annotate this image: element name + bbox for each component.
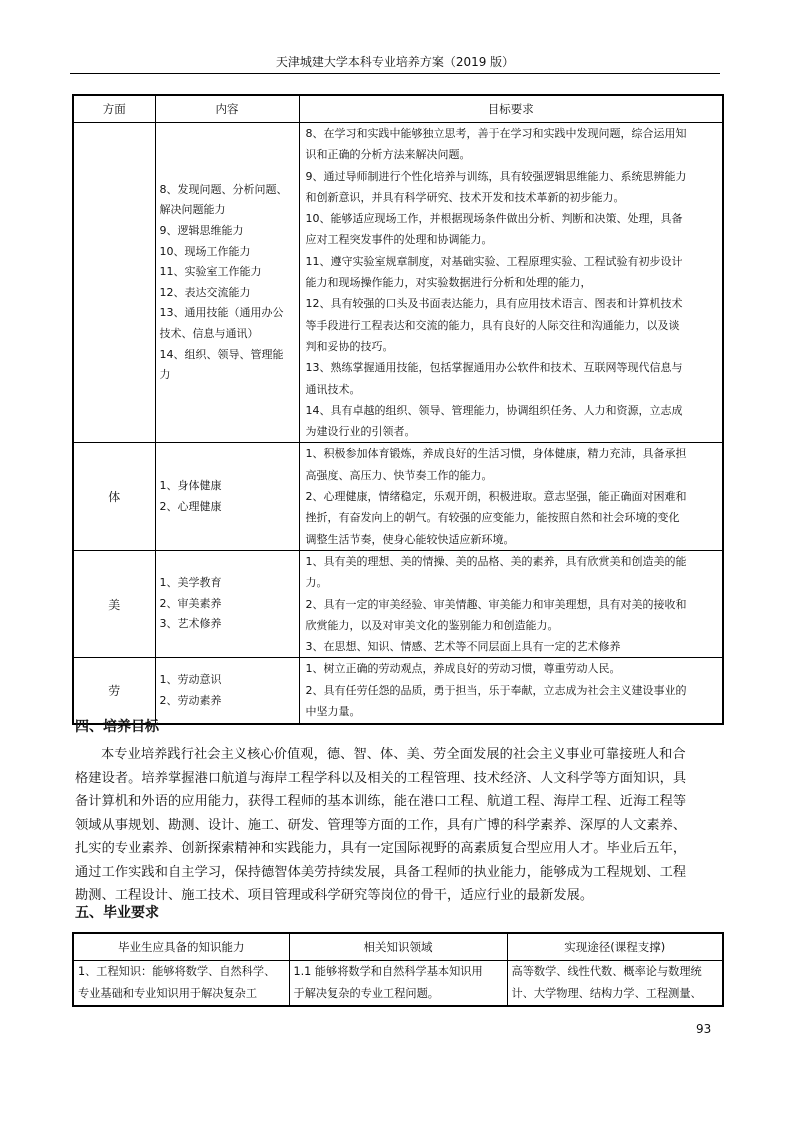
content-line: 解决问题能力 <box>159 203 226 217</box>
content-line: 技术、信息与通讯） <box>159 326 259 340</box>
paragraph-line: 格建设者。培养掌握港口航道与海岸工程学科以及相关的工程管理、技术经济、人文科学等方面知识，具 <box>75 770 687 786</box>
goal-line: 为建设行业的引领者。 <box>305 425 416 439</box>
goal-line: 识和正确的分析方法来解决问题。 <box>305 148 471 162</box>
paragraph-line: 扎实的专业素养、创新探索精神和实践能力，具有一定国际视野的高素质复合型应用人才。毕业后五年， <box>75 841 687 856</box>
goals-table-header-row <box>73 95 723 123</box>
goals-cell <box>299 123 723 443</box>
content-line: 1、身体健康 <box>159 479 222 493</box>
content-line: 2、审美素养 <box>159 596 222 610</box>
goal-line: 通讯技术。 <box>305 382 361 396</box>
goal-line: 欣赏能力，以及对审美文化的鉴别能力和创造能力。 <box>305 618 559 632</box>
goal-line: 能力和现场操作能力，对实验数据进行分析和处理的能力， <box>305 276 592 290</box>
goals-table <box>72 94 724 725</box>
goals-cell <box>299 658 723 724</box>
aspect-cell: 劳 <box>73 658 155 724</box>
goal-line: 9、通过导师制进行个性化培养与训练，具有较强逻辑思维能力、系统思辨能力 <box>305 169 687 183</box>
content-cell <box>155 550 299 657</box>
path-cell <box>507 961 723 1007</box>
goal-line: 力。 <box>305 576 328 590</box>
column-header-content: 内容 <box>155 95 299 123</box>
goals-cell <box>299 443 723 550</box>
aspect-cell <box>73 123 155 443</box>
content-line: 1、美学教育 <box>159 576 222 590</box>
content-line: 8、发现问题、分析问题、 <box>159 182 288 196</box>
goal-line: 挫折，有奋发向上的朝气。有较强的应变能力，能按照自然和社会环境的变化 <box>305 511 680 525</box>
goal-line: 1、树立正确的劳动观点，养成良好的劳动习惯，尊重劳动人民。 <box>305 662 621 676</box>
table-row-labor <box>73 658 723 724</box>
content-cell <box>155 443 299 550</box>
column-header-path: 实现途径(课程支撑) <box>507 933 723 961</box>
goal-line: 12、具有较强的口头及书面表达能力，具有应用技术语言、图表和计算机技术 <box>305 297 683 311</box>
cell-line: 1、工程知识：能够将数学、自然科学、 <box>78 965 276 978</box>
content-line: 10、现场工作能力 <box>159 244 251 258</box>
content-line: 11、实验室工作能力 <box>159 265 262 279</box>
table-row-aesthetic <box>73 550 723 657</box>
goal-line: 等手段进行工程表达和交流的能力，具有良好的人际交往和沟通能力，以及谈 <box>305 318 680 332</box>
column-header-goals: 目标要求 <box>299 95 723 123</box>
goal-line: 13、熟练掌握通用技能，包括掌握通用办公软件和技术、互联网等现代信息与 <box>305 361 683 375</box>
table-row <box>73 961 723 1007</box>
ability-cell <box>73 961 289 1007</box>
goal-line: 10、能够适应现场工作，并根据现场条件做出分析、判断和决策、处理，具备 <box>305 212 683 226</box>
goals-cell <box>299 550 723 657</box>
content-line: 2、心理健康 <box>159 499 222 513</box>
goal-line: 中坚力量。 <box>305 705 361 719</box>
content-line: 3、艺术修养 <box>159 617 222 631</box>
goal-line: 1、积极参加体育锻炼，养成良好的生活习惯，身体健康，精力充沛，具备承担 <box>305 447 687 461</box>
page-number: 93 <box>696 1022 712 1036</box>
cell-line: 专业基础和专业知识用于解决复杂工 <box>78 986 258 1000</box>
header-rule <box>70 73 720 74</box>
cell-line: 于解决复杂的专业工程问题。 <box>293 986 439 1000</box>
paragraph-line: 备计算机和外语的应用能力，获得工程师的基本训练，能在港口工程、航道工程、海岸工程、近海工程等 <box>75 794 687 809</box>
goal-line: 14、具有卓越的组织、领导、管理能力，协调组织任务、人力和资源，立志成 <box>305 403 683 417</box>
graduation-table-header-row <box>73 933 723 961</box>
paragraph-line: 通过工作实践和自主学习，保持德智体美劳持续发展，具备工程师的执业能力，能够成为工程规划、工程 <box>75 864 687 880</box>
table-row-abilities <box>73 123 723 443</box>
content-line: 1、劳动意识 <box>159 673 222 687</box>
goal-line: 3、在思想、知识、情感、艺术等不同层面上具有一定的艺术修养 <box>305 640 621 654</box>
content-line: 力 <box>159 368 171 382</box>
content-line: 9、逻辑思维能力 <box>159 223 244 237</box>
column-header-aspect: 方面 <box>73 95 155 123</box>
paragraph-line: 勘测、工程设计、施工技术、项目管理或科学研究等岗位的骨干，适应行业的最新发展。 <box>75 888 594 903</box>
section-title-objectives: 四、培养目标 <box>75 719 159 735</box>
cell-line: 高等数学、线性代数、概率论与数理统 <box>511 965 702 978</box>
column-header-field: 相关知识领域 <box>289 933 507 961</box>
page-header: 天津城建大学本科专业培养方案（2019 版） <box>275 55 515 69</box>
field-cell <box>289 961 507 1007</box>
content-line: 2、劳动素养 <box>159 693 222 707</box>
goal-line: 高强度、高压力、快节奏工作的能力。 <box>305 468 493 482</box>
goal-line: 2、具有一定的审美经验、审美情趣、审美能力和审美理想，具有对美的接收和 <box>305 597 687 611</box>
goal-line: 应对工程突发事件的处理和协调能力。 <box>305 233 493 247</box>
table-row-physical <box>73 443 723 550</box>
column-header-ability: 毕业生应具备的知识能力 <box>73 933 289 961</box>
paragraph-line: 本专业培养践行社会主义核心价值观，德、智、体、美、劳全面发展的社会主义事业可靠接班人和合 <box>101 747 686 762</box>
content-line: 13、通用技能（通用办公 <box>159 306 284 320</box>
aspect-cell: 体 <box>73 443 155 550</box>
goal-line: 8、在学习和实践中能够独立思考，善于在学习和实践中发现问题，综合运用知 <box>305 127 687 140</box>
objectives-paragraph <box>75 743 719 908</box>
goal-line: 2、心理健康，情绪稳定，乐观开朗，积极进取。意志坚强，能正确面对困难和 <box>305 490 687 504</box>
content-cell <box>155 123 299 443</box>
cell-line: 计、大学物理、结构力学、工程测量、 <box>511 986 702 1000</box>
goal-line: 判和妥协的技巧。 <box>305 339 394 353</box>
content-cell <box>155 658 299 724</box>
goal-line: 调整生活节奏，使身心能较快适应新环境。 <box>305 532 515 546</box>
aspect-cell: 美 <box>73 550 155 657</box>
goal-line: 2、具有任劳任怨的品质，勇于担当，乐于奉献，立志成为社会主义建设事业的 <box>305 683 687 697</box>
goal-line: 1、具有美的理想、美的情操、美的品格、美的素养，具有欣赏美和创造美的能 <box>305 554 687 568</box>
goal-line: 11、遵守实验室规章制度，对基础实验、工程原理实验、工程试验有初步设计 <box>305 254 683 268</box>
graduation-table <box>72 932 724 1007</box>
paragraph-line: 领域从事规划、勘测、设计、施工、研发、管理等方面的工作，具有广博的科学素养、深厚的人文素养、 <box>75 817 687 833</box>
content-line: 12、表达交流能力 <box>159 285 251 299</box>
cell-line: 1.1 能够将数学和自然科学基本知识用 <box>293 965 483 978</box>
content-line: 14、组织、领导、管理能 <box>159 347 284 361</box>
goal-line: 和创新意识，并具有科学研究、技术开发和技术革新的初步能力。 <box>305 190 625 204</box>
section-title-graduation: 五、毕业要求 <box>75 905 159 921</box>
